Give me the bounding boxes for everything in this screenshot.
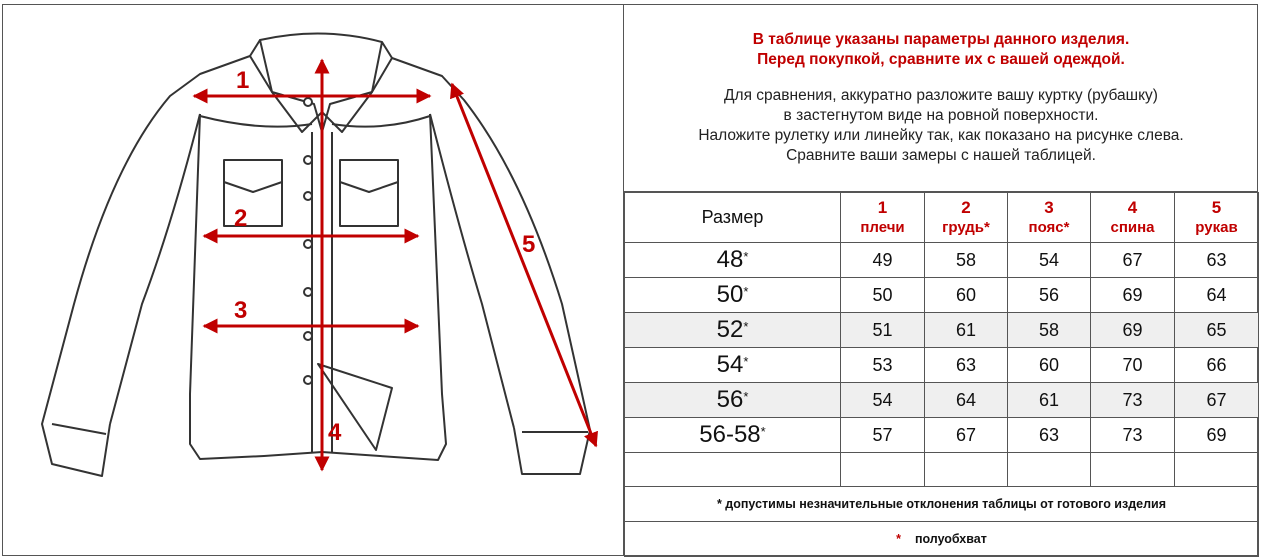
instruction-line: Для сравнения, аккуратно разложите вашу куртку (рубашку): [724, 87, 1158, 104]
column-header-shoulders: [841, 193, 925, 243]
instruction-line: в застегнутом виде на ровной поверхности.: [783, 107, 1099, 124]
table-row: [625, 418, 1259, 453]
size-cell: [625, 278, 841, 313]
size-value: 52: [716, 316, 744, 343]
empty-cell: [1008, 453, 1091, 487]
shirt-drawing: [2, 4, 624, 556]
value-cell: 57: [841, 418, 925, 453]
size-value: 56-58: [699, 421, 761, 448]
value-cell: 61: [1008, 383, 1091, 418]
column-header-waist: [1008, 193, 1091, 243]
measure-label-back: 4: [328, 419, 342, 446]
value-cell: 63: [1008, 418, 1091, 453]
table-row: [625, 278, 1259, 313]
table-header-row: [625, 193, 1259, 243]
warning-text: [624, 30, 1258, 70]
size-value: 54: [716, 351, 744, 378]
half-girth-star: *: [743, 354, 749, 369]
value-cell: 66: [1175, 348, 1259, 383]
value-cell: 61: [925, 313, 1008, 348]
column-name: грудь*: [942, 218, 990, 236]
size-info-panel: [624, 4, 1258, 556]
value-cell: 58: [925, 243, 1008, 278]
value-cell: 67: [925, 418, 1008, 453]
value-cell: 67: [1175, 383, 1259, 418]
column-number: 3: [1044, 197, 1054, 217]
measuring-instructions: [624, 86, 1258, 166]
value-cell: 63: [925, 348, 1008, 383]
empty-cell: [925, 453, 1008, 487]
size-value: 56: [716, 386, 744, 413]
empty-table-row: [625, 453, 1259, 487]
size-cell: [625, 383, 841, 418]
value-cell: 54: [841, 383, 925, 418]
measure-label-shoulders: 1: [236, 67, 250, 94]
size-cell: [625, 243, 841, 278]
footnote-row: [625, 522, 1259, 557]
value-cell: 60: [1008, 348, 1091, 383]
value-cell: 64: [1175, 278, 1259, 313]
column-name: спина: [1110, 218, 1155, 236]
half-girth-star: *: [760, 424, 766, 439]
size-cell: [625, 313, 841, 348]
column-header-back: [1091, 193, 1175, 243]
value-cell: 69: [1091, 278, 1175, 313]
size-value: 48: [716, 246, 744, 273]
value-cell: 65: [1175, 313, 1259, 348]
instruction-line: Сравните ваши замеры с нашей таблицей.: [786, 147, 1096, 164]
empty-cell: [625, 453, 841, 487]
value-cell: 69: [1175, 418, 1259, 453]
table-row: [625, 383, 1259, 418]
table-row: [625, 348, 1259, 383]
value-cell: 69: [1091, 313, 1175, 348]
footnote-text: полуобхват: [914, 532, 987, 546]
half-girth-star: *: [743, 284, 749, 299]
half-girth-star: *: [743, 249, 749, 264]
value-cell: 60: [925, 278, 1008, 313]
warning-line: В таблице указаны параметры данного изделия.: [752, 31, 1130, 48]
table-row: [625, 313, 1259, 348]
value-cell: 51: [841, 313, 925, 348]
value-cell: 64: [925, 383, 1008, 418]
column-name: пояс*: [1028, 218, 1070, 236]
size-cell: [625, 348, 841, 383]
value-cell: 70: [1091, 348, 1175, 383]
footnote-star: *: [896, 532, 902, 546]
size-table: [624, 192, 1259, 557]
value-cell: 73: [1091, 383, 1175, 418]
measure-label-chest: 2: [234, 205, 248, 232]
column-name: рукав: [1195, 218, 1238, 236]
column-number: 1: [877, 197, 888, 217]
deviation-footnote: * допустимы незначительные отклонения таблицы от готового изделия: [625, 487, 1259, 522]
column-number: 2: [961, 197, 971, 217]
column-header-chest: [925, 193, 1008, 243]
measure-label-sleeve: 5: [522, 231, 536, 258]
column-number: 5: [1211, 197, 1222, 217]
half-girth-star: *: [743, 389, 749, 404]
size-column-header: Размер: [625, 193, 841, 243]
half-girth-footnote: [625, 522, 1259, 557]
value-cell: 50: [841, 278, 925, 313]
size-cell: [625, 418, 841, 453]
table-row: [625, 243, 1259, 278]
warning-line: Перед покупкой, сравните их с вашей одеждой.: [757, 51, 1125, 68]
value-cell: 53: [841, 348, 925, 383]
footnote-row: [625, 487, 1259, 522]
empty-cell: [1091, 453, 1175, 487]
half-girth-star: *: [743, 319, 749, 334]
value-cell: 49: [841, 243, 925, 278]
column-name: плечи: [860, 218, 905, 236]
measure-label-waist: 3: [234, 297, 248, 324]
instruction-line: Наложите рулетку или линейку так, как показано на рисунке слева.: [698, 127, 1184, 144]
value-cell: 67: [1091, 243, 1175, 278]
value-cell: 63: [1175, 243, 1259, 278]
value-cell: 54: [1008, 243, 1091, 278]
empty-cell: [841, 453, 925, 487]
empty-cell: [1175, 453, 1259, 487]
shirt-measurement-diagram: [2, 4, 624, 556]
column-header-sleeve: [1175, 193, 1259, 243]
size-value: 50: [716, 281, 744, 308]
instructions-block: [624, 4, 1258, 192]
column-number: 4: [1127, 197, 1138, 217]
value-cell: 56: [1008, 278, 1091, 313]
value-cell: 73: [1091, 418, 1175, 453]
value-cell: 58: [1008, 313, 1091, 348]
